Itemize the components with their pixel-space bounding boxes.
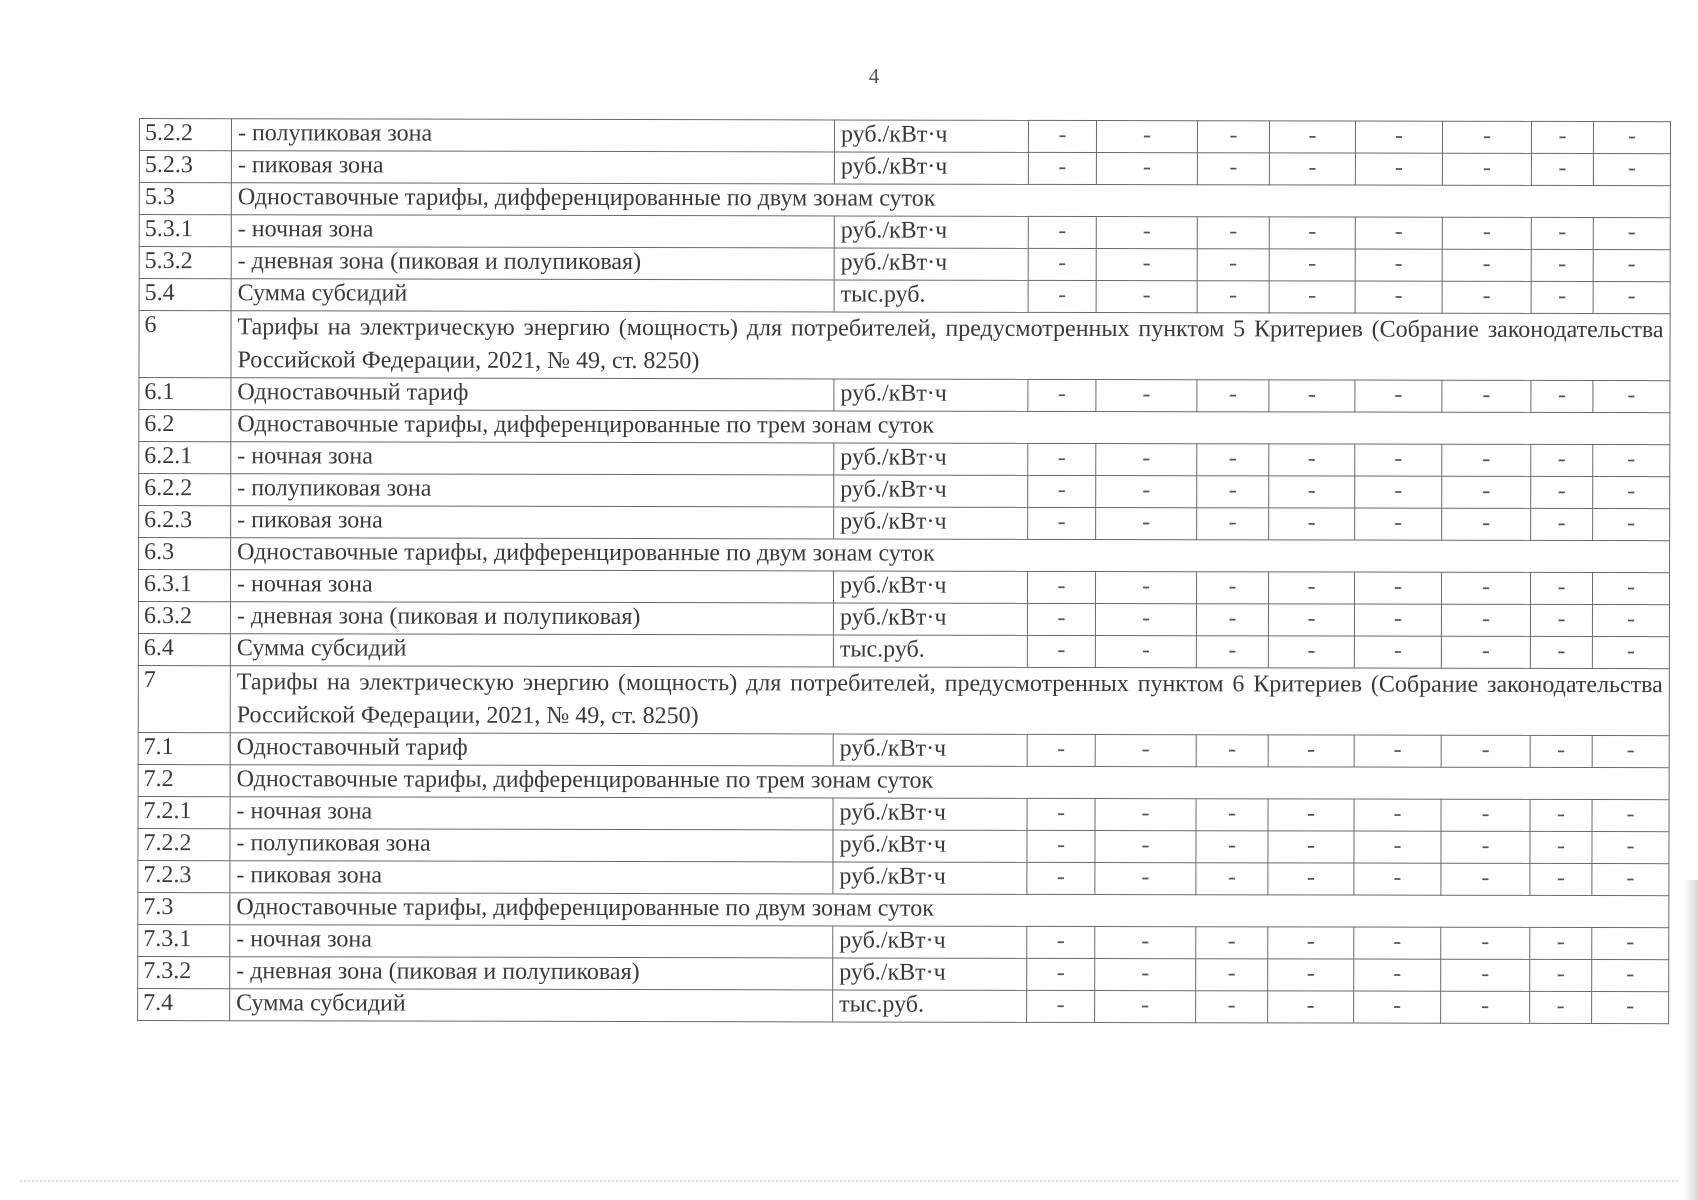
table-row [139, 538, 1670, 573]
page-number: 4 [868, 64, 880, 88]
value-cell: - [1196, 863, 1268, 895]
value-cell: - [1592, 928, 1669, 960]
table-row [138, 796, 1669, 831]
value-cell: - [1593, 250, 1670, 282]
value-cell: - [1095, 959, 1196, 991]
row-number: 6.4 [138, 633, 230, 665]
row-number: 7.4 [138, 988, 230, 1020]
value-cell: - [1593, 154, 1670, 186]
row-label: - ночная зона [230, 925, 833, 958]
value-cell: - [1531, 444, 1593, 476]
row-number: 5.3.2 [139, 247, 231, 279]
row-unit: руб./кВт·ч [834, 216, 1028, 248]
value-cell: - [1096, 476, 1197, 508]
table-row [139, 247, 1670, 282]
value-cell: - [1095, 572, 1196, 604]
table-row [138, 828, 1669, 863]
value-cell: - [1354, 799, 1441, 831]
value-cell: - [1355, 281, 1442, 313]
value-cell: - [1096, 444, 1197, 476]
value-cell: - [1530, 799, 1592, 831]
value-cell: - [1196, 572, 1268, 604]
value-cell: - [1268, 572, 1354, 604]
row-unit: руб./кВт·ч [833, 958, 1027, 990]
row-label: Сумма субсидий [230, 634, 833, 667]
row-unit: руб./кВт·ч [833, 830, 1027, 862]
tariff-table [137, 118, 1671, 1024]
value-cell: - [1531, 153, 1593, 185]
row-unit: руб./кВт·ч [834, 443, 1028, 475]
value-cell: - [1531, 121, 1593, 153]
value-cell: - [1269, 380, 1355, 412]
value-cell: - [1531, 249, 1593, 281]
table-row [138, 764, 1669, 799]
row-number: 5.2.3 [139, 151, 231, 183]
value-cell: - [1269, 281, 1355, 313]
value-cell: - [1269, 153, 1355, 185]
value-cell: - [1096, 508, 1197, 540]
value-cell: - [1442, 508, 1531, 540]
value-cell: - [1354, 991, 1441, 1023]
row-number: 7.2 [138, 764, 230, 796]
value-cell: - [1268, 959, 1354, 991]
row-number: 6.2.3 [139, 506, 231, 538]
row-label: - дневная зона (пиковая и полупиковая) [230, 957, 833, 990]
value-cell: - [1028, 248, 1096, 280]
row-unit: тыс.руб. [833, 635, 1027, 667]
table-row [138, 988, 1669, 1023]
value-cell: - [1354, 572, 1441, 604]
value-cell: - [1355, 444, 1442, 476]
value-cell: - [1268, 927, 1354, 959]
value-cell: - [1196, 927, 1268, 959]
row-label: Сумма субсидий [231, 279, 834, 312]
table-row [138, 665, 1669, 735]
value-cell: - [1530, 735, 1592, 767]
group-heading: Одноставочные тарифы, дифференцированные по двум зонам суток [230, 893, 1669, 928]
table-body [138, 119, 1671, 1024]
table-row [139, 215, 1670, 250]
row-unit: тыс.руб. [834, 280, 1028, 312]
value-cell: - [1269, 476, 1355, 508]
row-unit: руб./кВт·ч [833, 603, 1027, 635]
row-label: Одноставочный тариф [230, 733, 833, 766]
row-number: 6.2.1 [139, 442, 231, 474]
value-cell: - [1096, 380, 1197, 412]
value-cell: - [1530, 991, 1592, 1023]
section-heading: Тарифы на электрическую энергию (мощность) для потребителей, предусмотренных пунктом 5 Критериев (Собрание законодательства Российской Федерации, 2021, № 49, ст. 8250) [231, 311, 1670, 381]
value-cell: - [1028, 152, 1096, 184]
value-cell: - [1354, 863, 1441, 895]
value-cell: - [1027, 734, 1095, 766]
value-cell: - [1027, 635, 1095, 667]
value-cell: - [1027, 603, 1095, 635]
value-cell: - [1269, 444, 1355, 476]
value-cell: - [1355, 249, 1442, 281]
value-cell: - [1592, 637, 1669, 669]
value-cell: - [1095, 831, 1196, 863]
value-cell: - [1441, 959, 1530, 991]
value-cell: - [1268, 863, 1354, 895]
value-cell: - [1531, 508, 1593, 540]
row-number: 5.2.2 [139, 119, 231, 151]
value-cell: - [1592, 992, 1669, 1024]
group-heading: Одноставочные тарифы, дифференцированные по двум зонам суток [231, 538, 1670, 573]
value-cell: - [1197, 380, 1269, 412]
scan-noise-line [20, 1180, 1678, 1186]
value-cell: - [1196, 604, 1268, 636]
table-row [138, 570, 1669, 605]
row-unit: руб./кВт·ч [834, 152, 1028, 184]
table-row [139, 378, 1670, 413]
row-label: - пиковая зона [230, 861, 833, 894]
row-number: 6.3.1 [138, 570, 230, 602]
value-cell: - [1530, 636, 1592, 668]
table-row [138, 633, 1669, 668]
row-number: 7 [138, 665, 230, 732]
value-cell: - [1269, 508, 1355, 540]
value-cell: - [1355, 508, 1442, 540]
value-cell: - [1354, 959, 1441, 991]
value-cell: - [1592, 573, 1669, 605]
row-label: Сумма субсидий [230, 989, 833, 1022]
value-cell: - [1592, 960, 1669, 992]
row-number: 7.3.2 [138, 956, 230, 988]
value-cell: - [1592, 605, 1669, 637]
value-cell: - [1531, 281, 1593, 313]
value-cell: - [1028, 280, 1096, 312]
value-cell: - [1027, 958, 1095, 990]
value-cell: - [1196, 991, 1268, 1023]
value-cell: - [1355, 380, 1442, 412]
row-label: - полупиковая зона [231, 119, 834, 152]
value-cell: - [1441, 799, 1530, 831]
value-cell: - [1095, 991, 1196, 1023]
value-cell: - [1028, 507, 1096, 539]
value-cell: - [1027, 990, 1095, 1022]
row-number: 5.4 [139, 279, 231, 311]
value-cell: - [1530, 831, 1592, 863]
row-unit: руб./кВт·ч [833, 571, 1027, 603]
value-cell: - [1095, 863, 1196, 895]
value-cell: - [1096, 249, 1197, 281]
value-cell: - [1197, 217, 1269, 249]
value-cell: - [1354, 831, 1441, 863]
row-label: - дневная зона (пиковая и полупиковая) [231, 247, 834, 280]
value-cell: - [1028, 443, 1096, 475]
table-row [139, 311, 1670, 381]
row-label: - пиковая зона [231, 151, 834, 184]
value-cell: - [1196, 636, 1268, 668]
row-unit: руб./кВт·ч [833, 798, 1027, 830]
table-row [138, 602, 1669, 637]
value-cell: - [1268, 799, 1354, 831]
row-unit: руб./кВт·ч [833, 926, 1027, 958]
value-cell: - [1442, 217, 1531, 249]
row-unit: руб./кВт·ч [833, 862, 1027, 894]
value-cell: - [1027, 798, 1095, 830]
value-cell: - [1196, 799, 1268, 831]
table-row [138, 860, 1669, 895]
row-number: 6.3 [139, 538, 231, 570]
value-cell: - [1354, 636, 1441, 668]
value-cell: - [1593, 218, 1670, 250]
value-cell: - [1028, 120, 1096, 152]
row-number: 6 [139, 311, 231, 378]
table-row [139, 410, 1670, 445]
value-cell: - [1027, 862, 1095, 894]
value-cell: - [1096, 153, 1197, 185]
value-cell: - [1531, 476, 1593, 508]
value-cell: - [1441, 991, 1530, 1023]
value-cell: - [1197, 249, 1269, 281]
value-cell: - [1441, 604, 1530, 636]
row-unit: руб./кВт·ч [834, 120, 1028, 152]
value-cell: - [1196, 959, 1268, 991]
value-cell: - [1096, 281, 1197, 313]
table-row [139, 183, 1670, 218]
value-cell: - [1027, 926, 1095, 958]
value-cell: - [1268, 636, 1354, 668]
value-cell: - [1096, 217, 1197, 249]
value-cell: - [1197, 121, 1269, 153]
value-cell: - [1441, 636, 1530, 668]
value-cell: - [1095, 735, 1196, 767]
value-cell: - [1593, 122, 1670, 154]
row-label: - дневная зона (пиковая и полупиковая) [230, 602, 833, 635]
row-unit: руб./кВт·ч [833, 734, 1027, 766]
group-heading: Одноставочные тарифы, дифференцированные по трем зонам суток [230, 765, 1669, 800]
row-label: - ночная зона [231, 215, 834, 248]
value-cell: - [1354, 604, 1441, 636]
value-cell: - [1028, 379, 1096, 411]
value-cell: - [1355, 121, 1442, 153]
row-number: 7.2.3 [138, 860, 230, 892]
value-cell: - [1095, 927, 1196, 959]
value-cell: - [1592, 800, 1669, 832]
value-cell: - [1442, 281, 1531, 313]
value-cell: - [1197, 444, 1269, 476]
row-label: - полупиковая зона [230, 829, 833, 862]
value-cell: - [1196, 831, 1268, 863]
value-cell: - [1027, 571, 1095, 603]
table-row [139, 474, 1670, 509]
value-cell: - [1197, 476, 1269, 508]
value-cell: - [1593, 477, 1670, 509]
row-number: 7.3.1 [138, 924, 230, 956]
scan-edge-shadow [1684, 880, 1698, 1200]
value-cell: - [1441, 927, 1530, 959]
table-row [139, 151, 1670, 186]
value-cell: - [1530, 863, 1592, 895]
row-label: - ночная зона [230, 570, 833, 603]
row-unit: руб./кВт·ч [834, 248, 1028, 280]
value-cell: - [1028, 216, 1096, 248]
table-row [139, 442, 1670, 477]
table-row [139, 506, 1670, 541]
section-heading: Тарифы на электрическую энергию (мощность) для потребителей, предусмотренных пунктом 6 Критериев (Собрание законодательства Российской Федерации, 2021, № 49, ст. 8250) [230, 666, 1669, 736]
group-heading: Одноставочные тарифы, дифференцированные по трем зонам суток [231, 410, 1670, 445]
row-number: 5.3 [139, 183, 231, 215]
value-cell: - [1197, 508, 1269, 540]
table-row [138, 956, 1669, 991]
table-row [138, 892, 1669, 927]
value-cell: - [1442, 444, 1531, 476]
row-number: 6.2.2 [139, 474, 231, 506]
row-label: - пиковая зона [231, 506, 834, 539]
value-cell: - [1269, 121, 1355, 153]
value-cell: - [1593, 381, 1670, 413]
table-row [138, 924, 1669, 959]
value-cell: - [1355, 476, 1442, 508]
row-number: 7.3 [138, 892, 230, 924]
row-unit: тыс.руб. [833, 990, 1027, 1022]
value-cell: - [1531, 380, 1593, 412]
value-cell: - [1095, 799, 1196, 831]
value-cell: - [1355, 153, 1442, 185]
value-cell: - [1197, 153, 1269, 185]
row-number: 7.2.1 [138, 796, 230, 828]
value-cell: - [1355, 217, 1442, 249]
value-cell: - [1441, 831, 1530, 863]
group-heading: Одноставочные тарифы, дифференцированные по двум зонам суток [231, 183, 1670, 218]
value-cell: - [1268, 831, 1354, 863]
value-cell: - [1441, 735, 1530, 767]
value-cell: - [1442, 476, 1531, 508]
row-number: 6.1 [139, 378, 231, 410]
value-cell: - [1593, 445, 1670, 477]
value-cell: - [1096, 121, 1197, 153]
value-cell: - [1442, 249, 1531, 281]
row-number: 7.2.2 [138, 828, 230, 860]
value-cell: - [1530, 604, 1592, 636]
row-label: - ночная зона [231, 442, 834, 475]
value-cell: - [1441, 863, 1530, 895]
table-row [138, 732, 1669, 767]
value-cell: - [1196, 735, 1268, 767]
value-cell: - [1442, 380, 1531, 412]
value-cell: - [1354, 735, 1441, 767]
value-cell: - [1530, 927, 1592, 959]
value-cell: - [1268, 991, 1354, 1023]
table-row [139, 119, 1670, 154]
value-cell: - [1592, 832, 1669, 864]
row-unit: руб./кВт·ч [834, 379, 1028, 411]
row-unit: руб./кВт·ч [834, 507, 1028, 539]
value-cell: - [1268, 604, 1354, 636]
value-cell: - [1268, 735, 1354, 767]
value-cell: - [1592, 864, 1669, 896]
value-cell: - [1028, 475, 1096, 507]
row-number: 7.1 [138, 732, 230, 764]
value-cell: - [1095, 636, 1196, 668]
row-unit: руб./кВт·ч [834, 475, 1028, 507]
value-cell: - [1354, 927, 1441, 959]
value-cell: - [1269, 217, 1355, 249]
table-row [139, 279, 1670, 314]
row-label: Одноставочный тариф [231, 378, 834, 411]
row-number: 5.3.1 [139, 215, 231, 247]
value-cell: - [1593, 282, 1670, 314]
row-number: 6.3.2 [138, 602, 230, 634]
value-cell: - [1441, 572, 1530, 604]
row-label: - ночная зона [230, 797, 833, 830]
value-cell: - [1531, 217, 1593, 249]
value-cell: - [1530, 959, 1592, 991]
row-label: - полупиковая зона [231, 474, 834, 507]
row-number: 6.2 [139, 410, 231, 442]
value-cell: - [1593, 509, 1670, 541]
value-cell: - [1442, 121, 1531, 153]
value-cell: - [1027, 830, 1095, 862]
value-cell: - [1530, 572, 1592, 604]
value-cell: - [1269, 249, 1355, 281]
value-cell: - [1197, 281, 1269, 313]
value-cell: - [1442, 153, 1531, 185]
value-cell: - [1095, 604, 1196, 636]
value-cell: - [1592, 736, 1669, 768]
